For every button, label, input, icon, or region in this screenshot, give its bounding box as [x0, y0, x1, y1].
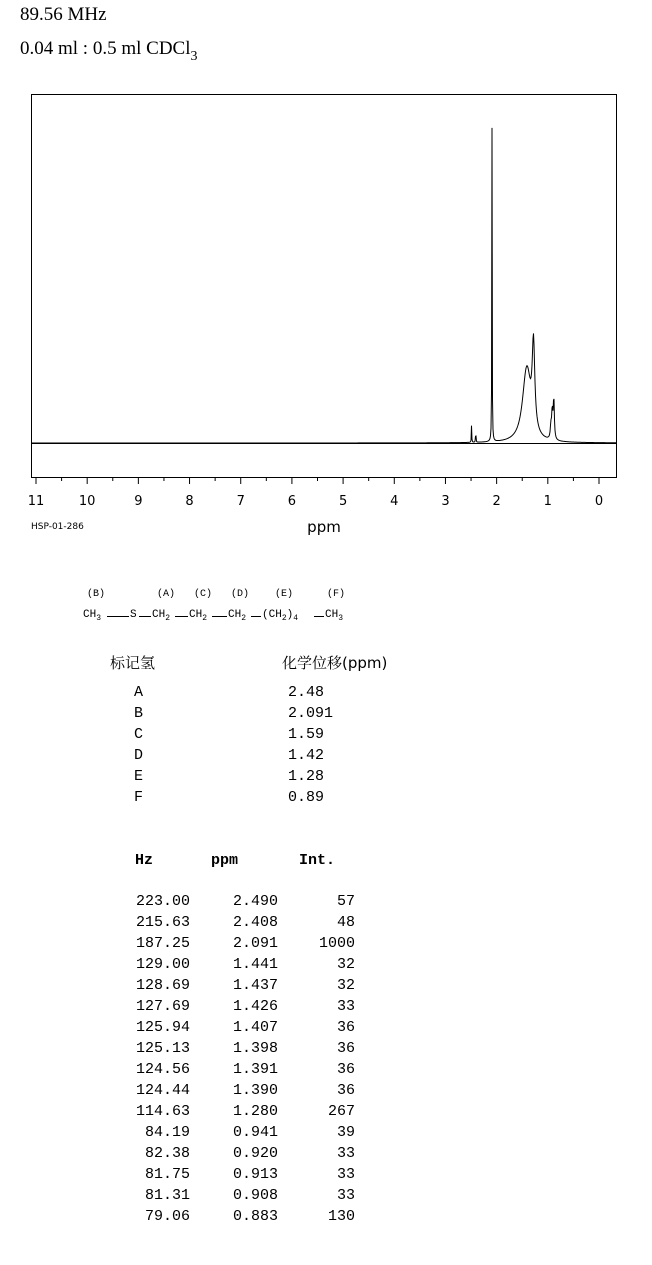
peak-ppm: 1.398: [232, 1040, 278, 1057]
peak-ppm: 0.941: [232, 1124, 278, 1141]
fragment-ch3-b: $CH_3$: [83, 609, 102, 623]
nmr-spectrum-chart: [0, 0, 652, 545]
peak-hz: 124.44: [135, 1082, 190, 1099]
x-tick-label: 7: [236, 494, 245, 509]
bond: [139, 616, 151, 617]
structure-label-f: (F): [327, 589, 346, 600]
peak-ppm: 1.390: [232, 1082, 278, 1099]
peak-intensity: 57: [336, 893, 355, 910]
assignment-shift: 1.28: [288, 768, 325, 785]
peak-ppm: 0.883: [232, 1208, 278, 1225]
peak-intensity: 32: [336, 977, 355, 994]
peak-header-ppm: ppm: [211, 852, 239, 869]
x-tick-label: 8: [185, 494, 194, 509]
x-tick-label: 4: [390, 494, 399, 509]
assignment-label: B: [134, 705, 144, 722]
spectrum-code: HSP-01-286: [31, 522, 84, 532]
x-axis-ticks: [36, 477, 599, 484]
peak-hz: 81.31: [144, 1187, 190, 1204]
peak-intensity: 33: [336, 1145, 355, 1162]
peak-hz: 223.00: [135, 893, 190, 910]
structure-label-a: (A): [157, 589, 176, 600]
peak-hz: 81.75: [144, 1166, 190, 1183]
assignment-shift: 0.89: [288, 789, 325, 806]
x-tick-label: 1: [543, 494, 552, 509]
spectrometer-frequency: 89.56 MHz: [20, 4, 107, 25]
peak-ppm: 1.391: [232, 1061, 278, 1078]
peak-intensity: 130: [327, 1208, 355, 1225]
bond: [107, 616, 129, 617]
peak-intensity: 33: [336, 1166, 355, 1183]
peak-intensity: 36: [336, 1061, 355, 1078]
peak-ppm: 1.437: [232, 977, 278, 994]
peak-ppm: 1.441: [232, 956, 278, 973]
peak-hz: 82.38: [144, 1145, 190, 1162]
structure-label-b: (B): [87, 589, 106, 600]
peak-ppm: 2.091: [232, 935, 278, 952]
x-tick-label: 11: [27, 494, 45, 509]
peak-hz: 79.06: [144, 1208, 190, 1225]
bond: [212, 616, 227, 617]
peak-header-hz: Hz: [135, 852, 154, 869]
x-tick-label: 0: [594, 494, 604, 509]
peak-ppm: 1.280: [232, 1103, 278, 1120]
peak-intensity: 36: [336, 1019, 355, 1036]
assignment-label: A: [134, 684, 144, 701]
peak-intensity: 36: [336, 1082, 355, 1099]
peak-intensity: 33: [336, 1187, 355, 1204]
peak-header-int: Int.: [299, 852, 336, 869]
assignment-shift: 2.091: [288, 705, 334, 722]
peak-ppm: 2.490: [232, 893, 278, 910]
x-tick-label: 6: [287, 494, 297, 509]
peak-ppm: 2.408: [232, 914, 278, 931]
structure-label-e: (E): [275, 589, 294, 600]
fragment-ch2-d: $CH_2$: [228, 609, 247, 623]
solvent-subscript: 3: [190, 49, 198, 64]
x-tick-label: 10: [78, 494, 96, 509]
peak-ppm: 1.426: [232, 998, 278, 1015]
peak-hz: 125.94: [135, 1019, 190, 1036]
peak-intensity: 267: [327, 1103, 355, 1120]
assignment-shift: 1.42: [288, 747, 325, 764]
x-axis-tick-labels: [28, 494, 603, 509]
fragment-ch3-f: $CH_3$: [325, 609, 344, 623]
x-axis-label: ppm: [307, 518, 341, 536]
peak-hz: 215.63: [135, 914, 190, 931]
x-tick-label: 9: [134, 494, 143, 509]
solvent-text: 0.04 ml : 0.5 ml CDCl: [20, 38, 191, 59]
peak-hz: 127.69: [135, 998, 190, 1015]
assignment-label: E: [134, 768, 144, 785]
peak-intensity: 39: [336, 1124, 355, 1141]
bond: [251, 616, 261, 617]
assignment-header-label: 标记氢: [110, 654, 156, 672]
peak-intensity: 33: [336, 998, 355, 1015]
peak-intensity: 1000: [318, 935, 355, 952]
fragment-ch2-a: $CH_2$: [152, 609, 171, 623]
peak-intensity: 32: [336, 956, 355, 973]
assignment-label: C: [134, 726, 144, 743]
peak-hz: 129.00: [135, 956, 190, 973]
assignment-shift: 1.59: [288, 726, 325, 743]
peak-ppm: 0.913: [232, 1166, 278, 1183]
x-tick-label: 5: [338, 494, 348, 509]
x-tick-label: 3: [441, 494, 450, 509]
structure-label-c: (C): [194, 589, 213, 600]
peak-hz: 114.63: [135, 1103, 190, 1120]
structure-label-d: (D): [231, 589, 250, 600]
bond: [175, 616, 188, 617]
peak-intensity: 36: [336, 1040, 355, 1057]
peak-ppm: 1.407: [232, 1019, 278, 1036]
peak-ppm: 0.920: [232, 1145, 278, 1162]
peak-hz: 187.25: [135, 935, 190, 952]
peak-ppm: 0.908: [232, 1187, 278, 1204]
spectrum-trace: [32, 128, 617, 443]
fragment-ch2-c: $CH_2$: [189, 609, 208, 623]
plot-frame: [32, 95, 617, 478]
peak-hz: 125.13: [135, 1040, 190, 1057]
peak-hz: 84.19: [144, 1124, 190, 1141]
peak-intensity: 48: [336, 914, 355, 931]
assignment-shift: 2.48: [288, 684, 325, 701]
assignment-header-shift: 化学位移(ppm): [282, 654, 388, 672]
bond: [314, 616, 324, 617]
assignment-label: D: [134, 747, 144, 764]
fragment-s: S: [130, 609, 137, 621]
peak-hz: 124.56: [135, 1061, 190, 1078]
x-tick-label: 2: [492, 494, 501, 509]
peak-hz: 128.69: [135, 977, 190, 994]
fragment-ch2-4-e: $(CH_2)_4$: [262, 609, 299, 623]
assignment-label: F: [134, 789, 144, 806]
